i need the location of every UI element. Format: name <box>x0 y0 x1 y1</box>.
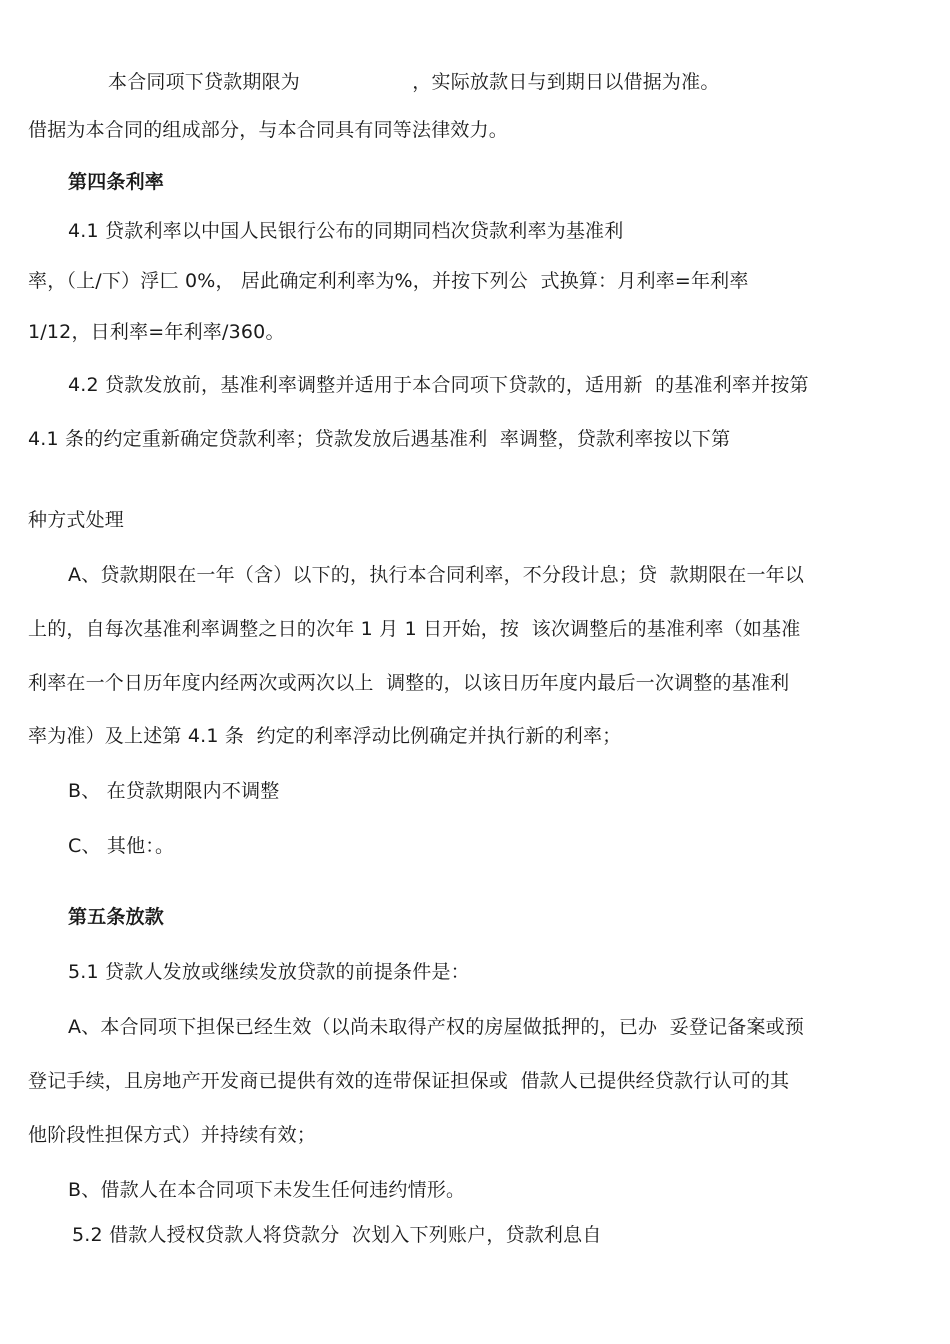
heading-article-4: 第四条利率 <box>68 171 165 193</box>
heading-article-5: 第五条放款 <box>68 906 165 928</box>
paragraph-loan-term: 本合同项下贷款期限为 ，实际放款日与到期日以借据为准。 <box>108 71 720 93</box>
paragraph-4-2-cont-1: 4.1 条的约定重新确定贷款利率；贷款发放后遇基准利 率调整，贷款利率按以下第 <box>28 428 731 450</box>
paragraph-option-a-cont-2: 利率在一个日历年度内经两次或两次以上 调整的，以该日历年度内最后一次调整的基准利 <box>28 672 790 694</box>
paragraph-option-c: C、 其他：。 <box>68 835 175 857</box>
paragraph-4-1-cont-1: 率，（上/下）浮匚 0%， 居此确定利利率为%，并按下列公 式换算：月利率=年利率 <box>28 270 749 292</box>
paragraph-option-a-cont-1: 上的，自每次基准利率调整之日的次年 1 月 1 日开始，按 该次调整后的基准利率（如基准 <box>28 618 801 640</box>
paragraph-option-a-cont-3: 率为准）及上述第 4.1 条 约定的利率浮动比例确定并执行新的利率； <box>28 725 622 747</box>
paragraph-5-2: 5.2 借款人授权贷款人将贷款分 次划入下列账户，贷款利息自 <box>72 1224 602 1246</box>
paragraph-5-1-a-cont-2: 他阶段性担保方式）并持续有效； <box>28 1124 317 1146</box>
paragraph-5-1: 5.1 贷款人发放或继续发放贷款的前提条件是： <box>68 961 470 983</box>
paragraph-loan-term-cont: 借据为本合同的组成部分，与本合同具有同等法律效力。 <box>28 119 509 141</box>
paragraph-option-b: B、 在贷款期限内不调整 <box>68 780 280 802</box>
paragraph-5-1-b: B、借款人在本合同项下未发生任何违约情形。 <box>68 1179 466 1201</box>
paragraph-4-2-cont-2: 种方式处理 <box>28 509 125 531</box>
paragraph-5-1-a: A、本合同项下担保已经生效（以尚未取得产权的房屋做抵押的，已办 妥登记备案或预 <box>68 1016 805 1038</box>
paragraph-option-a: A、贷款期限在一年（含）以下的，执行本合同利率，不分段计息；贷 款期限在一年以 <box>68 564 805 586</box>
paragraph-4-1-cont-2: 1/12，日利率=年利率/360。 <box>28 321 285 343</box>
paragraph-4-1: 4.1 贷款利率以中国人民银行公布的同期同档次贷款利率为基准利 <box>68 220 624 242</box>
paragraph-4-2: 4.2 贷款发放前，基准利率调整并适用于本合同项下贷款的，适用新 的基准利率并按第 <box>68 374 809 396</box>
paragraph-5-1-a-cont-1: 登记手续，且房地产开发商已提供有效的连带保证担保或 借款人已提供经贷款行认可的其 <box>28 1070 790 1092</box>
